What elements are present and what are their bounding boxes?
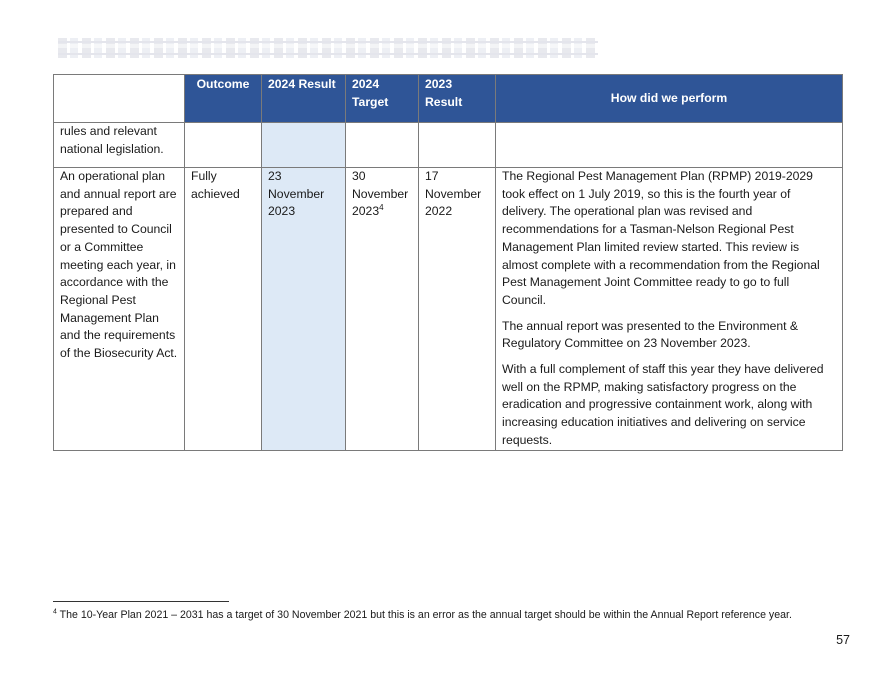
target-2024-text: 30 November 2023: [352, 169, 409, 219]
measure-text-line1: rules and relevant: [60, 124, 157, 138]
header-blank-cell: [54, 75, 185, 123]
table-header-row: [54, 75, 843, 123]
footnote-text: The 10-Year Plan 2021 – 2031 has a target of 30 November 2021 but this is an error as the annual target should be within the Annual Report reference year.: [56, 609, 792, 621]
perform-paragraph: The Regional Pest Management Plan (RPMP) 2019-2029 took effect on 1 July 2019, so this is the fourth year of delivery. The operational plan was revised and recommendations for a Tasman-Nelson Regional Pest Management Plan limited review started. This review is almost complete with a recommendation from the Regional Pest Management Joint Committee ready to go to full Council.: [502, 169, 820, 307]
measure-cell: [54, 123, 185, 168]
measure-cell: An operational plan and annual report are prepared and presented to Council or a Committee meeting each year, in accordance with the Regional Pest Management Plan and the requirements of the Biosecurity Act.: [54, 168, 185, 451]
header-how-did-we-perform: How did we perform: [496, 75, 843, 123]
target-2024-cell: [346, 123, 419, 168]
result-2024-cell: 23 November 2023: [262, 168, 346, 451]
perform-paragraph: The annual report was presented to the Environment & Regulatory Committee on 23 November 2023.: [502, 318, 799, 351]
perform-paragraph: With a full complement of staff this year they have delivered well on the RPMP, making satisfactory progress on the eradication and progressive containment work, along with increasing education initiatives and delivering on service requests.: [502, 362, 824, 447]
outcome-cell: Fully achieved: [185, 168, 262, 451]
header-2023-result-line1: 2023: [425, 77, 453, 91]
header-outcome: Outcome: [185, 75, 262, 123]
footnote-number: 4: [53, 608, 57, 616]
footnote: [53, 609, 853, 622]
performance-table: [53, 74, 843, 451]
measure-text-line2: national legislation.: [60, 141, 164, 156]
target-2024-cell: [346, 168, 419, 451]
header-2023-result: [419, 75, 496, 123]
footnote-ref[interactable]: 4: [379, 203, 384, 213]
header-2024-target: 2024 Target: [346, 75, 419, 123]
decorative-pattern-banner: [58, 38, 598, 58]
table-row: [54, 123, 843, 168]
banner-border-lines: [58, 41, 598, 55]
footnote-separator: [53, 601, 229, 602]
perform-cell: [496, 123, 843, 168]
result-2024-cell: [262, 123, 346, 168]
table-row: [54, 168, 843, 451]
header-2023-result-line2: Result: [425, 94, 463, 109]
result-2023-cell: [419, 123, 496, 168]
outcome-cell: [185, 123, 262, 168]
header-2024-result: 2024 Result: [262, 75, 346, 123]
page-number: 57: [836, 633, 850, 647]
result-2023-cell: 17 November 2022: [419, 168, 496, 451]
perform-cell: [496, 168, 843, 451]
